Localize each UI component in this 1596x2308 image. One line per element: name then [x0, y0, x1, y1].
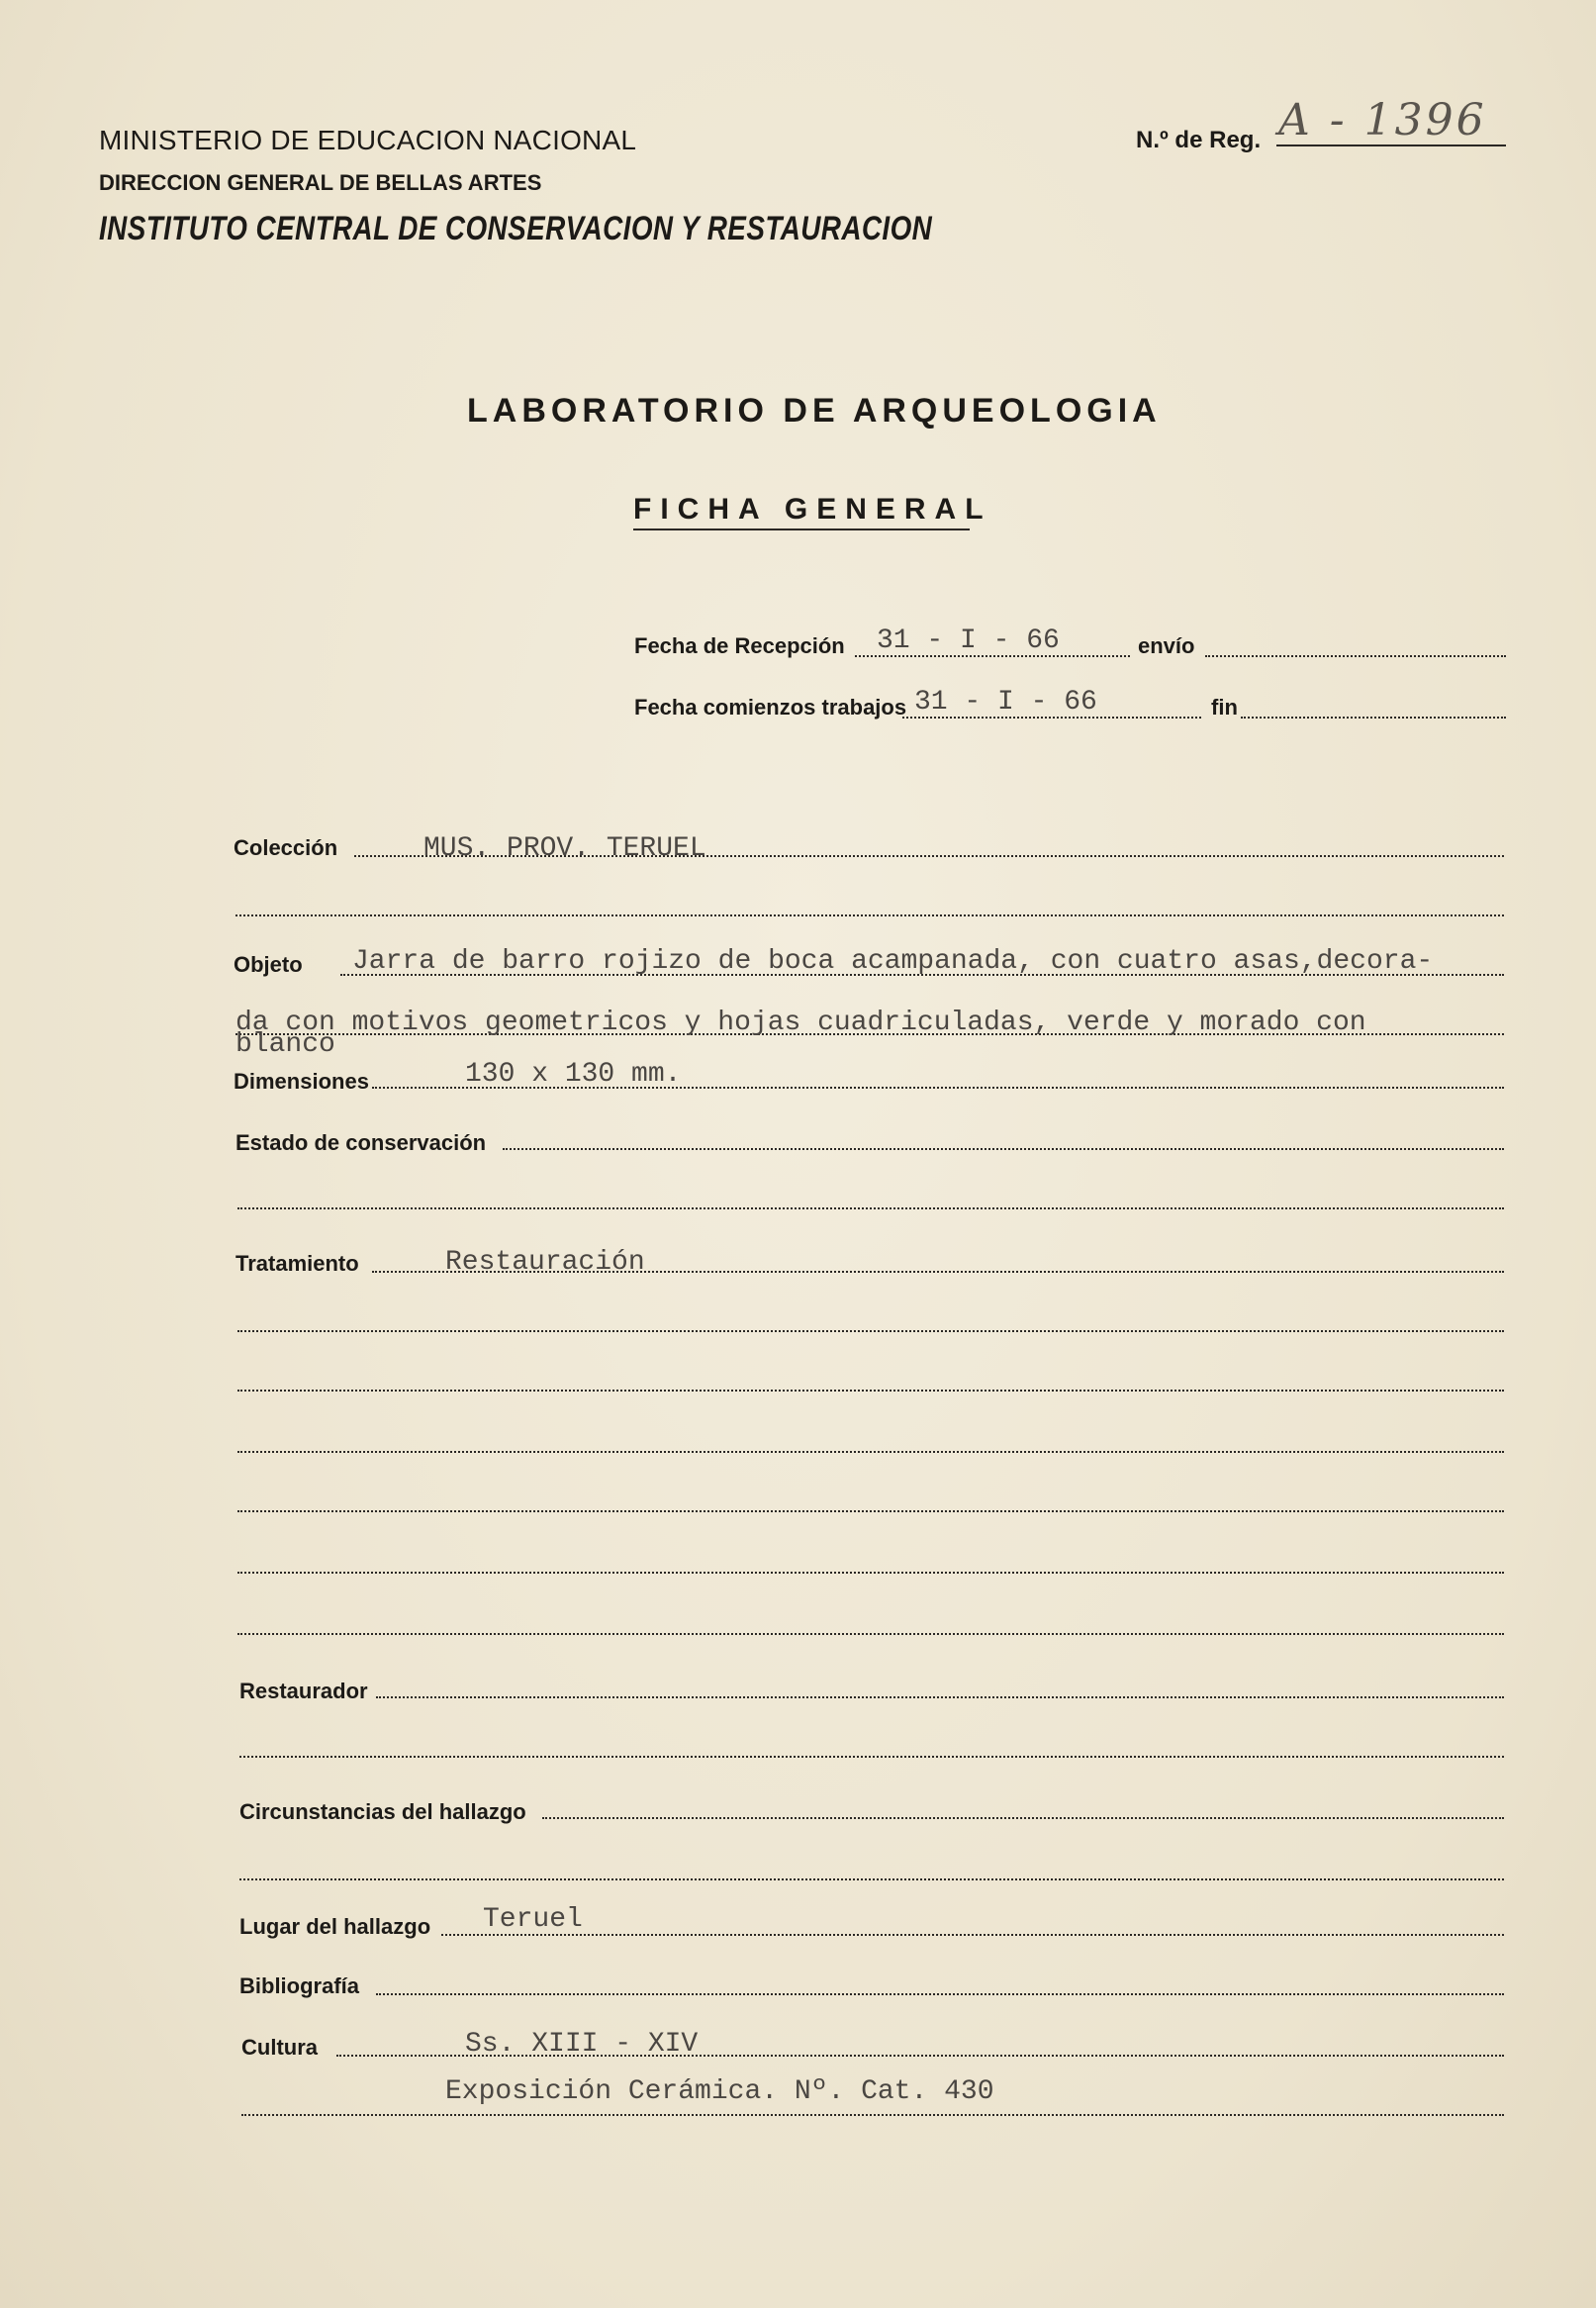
cultura-line-2	[241, 2114, 1504, 2116]
registration-line	[1276, 144, 1506, 146]
dimensiones-value: 130 x 130 mm.	[465, 1059, 682, 1090]
tratamiento-line-3	[237, 1390, 1504, 1392]
restaurador-line	[376, 1696, 1504, 1698]
circunstancias-line-2	[239, 1878, 1504, 1880]
dimensiones-label: Dimensiones	[234, 1069, 369, 1094]
tratamiento-line-7	[237, 1633, 1504, 1635]
objeto-text-line-3: blanco	[235, 1029, 335, 1060]
restaurador-label: Restaurador	[239, 1679, 368, 1703]
reception-date-value: 31 - I - 66	[877, 625, 1060, 656]
registration-label: N.º de Reg.	[1136, 127, 1262, 153]
directorate-heading: DIRECCION GENERAL DE BELLAS ARTES	[99, 170, 542, 195]
envio-line	[1205, 655, 1506, 657]
institute-heading: INSTITUTO CENTRAL DE CONSERVACION Y RESTAURACION	[99, 210, 933, 247]
bibliografia-line	[376, 1993, 1504, 1995]
cultura-value: Ss. XIII - XIV	[465, 2029, 699, 2060]
cultura-label: Cultura	[241, 2035, 318, 2060]
registration-number: A - 1396	[1278, 95, 1487, 145]
lugar-label: Lugar del hallazgo	[239, 1914, 431, 1939]
fin-line	[1241, 717, 1506, 719]
lugar-line	[441, 1934, 1504, 1936]
coleccion-value: MUS. PROV. TERUEL	[423, 833, 706, 864]
page-title: LABORATORIO DE ARQUEOLOGIA	[467, 392, 1162, 430]
envio-label: envío	[1138, 633, 1195, 658]
subtitle-underline	[633, 529, 970, 530]
objeto-label: Objeto	[234, 952, 303, 977]
estado-line-2	[237, 1207, 1504, 1209]
estado-label: Estado de conservación	[235, 1130, 487, 1155]
page-subtitle: FICHA GENERAL	[633, 493, 992, 526]
tratamiento-line-2	[237, 1330, 1504, 1332]
bibliografia-label: Bibliografía	[239, 1973, 360, 1998]
objeto-text-line-2: da con motivos geometricos y hojas cuadriculadas, verde y morado con	[235, 1008, 1366, 1038]
restaurador-line-2	[239, 1756, 1504, 1758]
objeto-text-line-1: Jarra de barro rojizo de boca acampanada, con cuatro asas,decora-	[352, 946, 1434, 977]
tratamiento-label: Tratamiento	[235, 1251, 359, 1276]
start-date-value: 31 - I - 66	[914, 687, 1097, 718]
start-date-label: Fecha comienzos trabajos	[634, 695, 907, 720]
circunstancias-line	[542, 1817, 1504, 1819]
circunstancias-label: Circunstancias del hallazgo	[239, 1799, 526, 1824]
lugar-value: Teruel	[483, 1904, 583, 1935]
tratamiento-line-4	[237, 1451, 1504, 1453]
coleccion-label: Colección	[234, 835, 338, 860]
reception-date-label: Fecha de Recepción	[634, 633, 845, 658]
tratamiento-line-6	[237, 1572, 1504, 1574]
tratamiento-line-5	[237, 1510, 1504, 1512]
tratamiento-value: Restauración	[445, 1247, 645, 1278]
cultura-note: Exposición Cerámica. Nº. Cat. 430	[445, 2076, 994, 2107]
fin-label: fin	[1211, 695, 1238, 720]
coleccion-line-2	[235, 914, 1504, 916]
estado-line	[503, 1148, 1504, 1150]
ministry-heading: MINISTERIO DE EDUCACION NACIONAL	[99, 125, 637, 155]
